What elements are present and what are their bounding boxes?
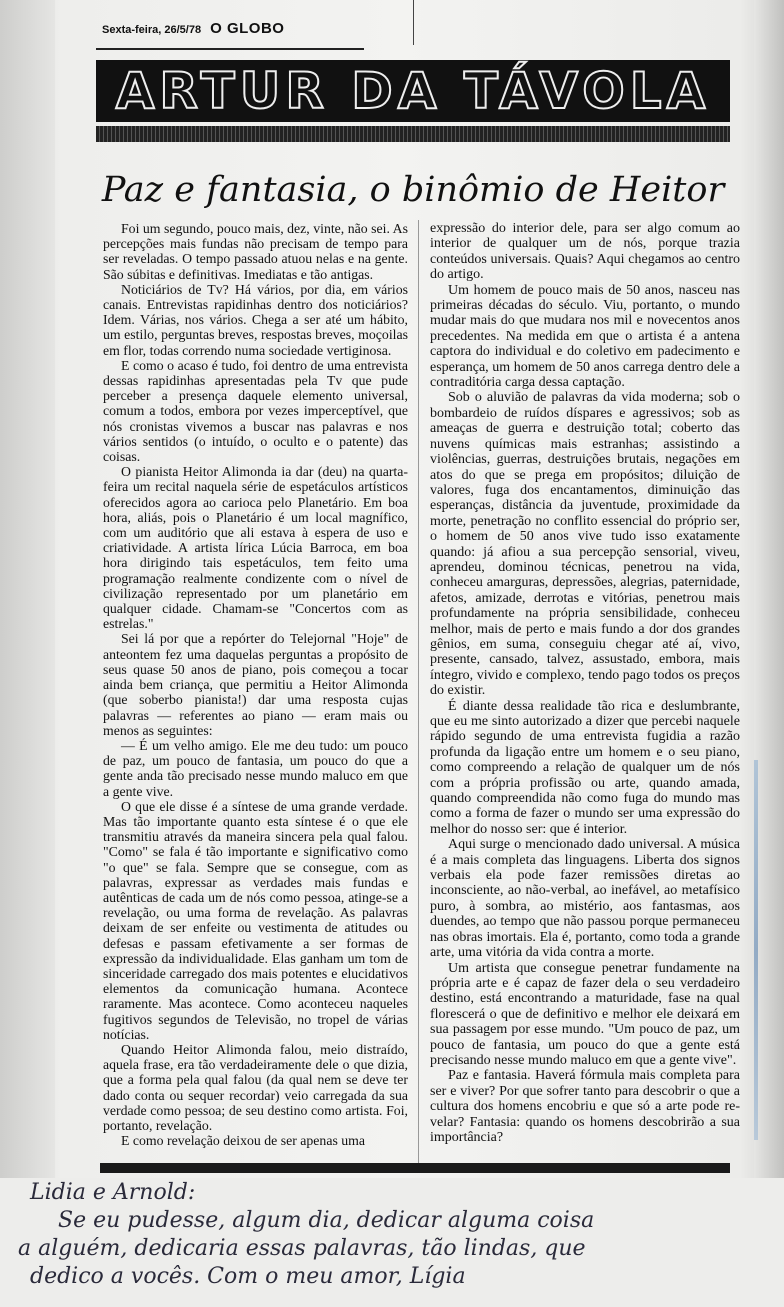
- paragraph: O pianista Heitor Alimonda ia dar (deu) na quarta-feira um recital naquela série de espetáculos artísticos oferecidos agora ao carioca pelo Planetário. Em boa hora, aliás, pois o Planetário é um local magnífico, com um auditório que ali estava à espera de uso e criatividade. A artista lírica Lúcia Barroca, em boa hora dirigindo tais espetáculos, tem feito uma programação realmente condizente com o nível de civilização representado por um planetário em qualquer cidade. Chamam-se "Concertos com as estrelas.": [103, 464, 408, 632]
- paragraph: Foi um segundo, pouco mais, dez, vinte, não sei. As percepções mais fundas não precisam de tempo para ser reveladas. O tempo passado atuou nelas e na gente. São súbitas e definitivas. Imediatas e tão antigas.: [103, 221, 408, 282]
- paragraph: — É um velho amigo. Ele me deu tudo: um pouco de paz, um pouco de fantasia, um pouco do que a gente anda tão precisado nesse mundo maluco em que a gente vive.: [103, 737, 408, 799]
- fold-line: [413, 0, 414, 45]
- paragraph: O que ele disse é a síntese de uma grande verdade. Mas tão importante quanto esta síntese é o que ele transmitiu através da maneira sincera pela qual falou. "Como" se fala é tão importante e significativo como "o que" se fala. Sempre que se consegue, com as palavras, expressar as verdades mais fundas e autênticas de cada um de nós como pessoa, atinge-se a revelação, ou uma forma de revelação. As palavras deixam de ser enfeite ou vestimenta de atitudes ou defesas e passam efetivamente a ser formas de expressão da individualidade. Elas ganham um tom de sinceridade carregado dos mais potentes e elucidativos elementos da comunicação humana. Acontece raramente. Mas acontece. Como aconteceu naqueles fugitivos segundos de Televisão, no tropel de várias notícias.: [103, 798, 408, 1042]
- handwritten-line: a alguém, dedicaria essas palavras, tão lindas, que: [18, 1236, 586, 1261]
- paragraph: expressão do interior dele, para ser algo comum ao interior de qualquer um de nós, porque trazia conteúdos universais. Quais? Aqui chegamos ao centro do artigo.: [430, 221, 740, 283]
- handwritten-line: dedico a vocês. Com o meu amor, Lígia: [30, 1264, 466, 1289]
- paragraph: Um artista que consegue penetrar fundamente na própria arte e é capaz de fazer dela o seu verdadeiro destino, está encontrando a maturidade, fase na qual florescerá o que de definitivo e melhor ele deixará em sua passagem por esse mundo. "Um pouco de paz, um pouco de fantasia, um pouco do que a gente está precisando nesse mundo maluco em que a gente vive".: [430, 960, 740, 1068]
- banner-stripe: [96, 126, 730, 142]
- paragraph: Quando Heitor Alimonda falou, meio distraído, aquela frase, era tão verdadeiramente dele o que dizia, que a forma pela qual falou (da qual nem se deve ter dado conta ou sequer recordar) veio carregada da sua verdade como pessoa; de seu destino como artista. Foi, portanto, revelação.: [103, 1041, 408, 1133]
- handwritten-line: Se eu pudesse, algum dia, dedicar alguma coisa: [58, 1208, 595, 1233]
- date-text: Sexta-feira, 26/5/78: [102, 24, 202, 36]
- bottom-rule: [100, 1163, 730, 1173]
- paragraph: Sob o aluvião de palavras da vida moderna; sob o bombardeio de ruídos díspares e agressivos; sob as ameaças de guerra e destruição total; coberto das nuvens químicas mais estranhas; assistindo a violências, guerras, destruições brutais, negações em atos do que se prega em propósitos; diluição de valores, fuga dos encantamentos, diminuição das esperanças, distância da juventude, proximidade da morte, penetração no conflito essencial do próprio ser, o homem de 50 anos vive tudo isso exatamente quando: já afiou a sua percepção sensorial, viveu, aprendeu, dominou técnicas, penetrou na vida, conheceu amarguras, depressões, alegrias, paternidade, afetos, amizade, derrotas e vitórias, penetrou mais profundamente na própria sensibilidade, conheceu melhor, mais de perto e mais fundo a dor dos grandes gênios, em suma, conseguiu chegar até aí, vivo, presente, cansado, talvez, assustado, embora, mais íntegro, vivido e complexo, tendo pago todos os preços do existir.: [430, 390, 740, 699]
- article-column-left: [103, 221, 408, 1148]
- paragraph: Um homem de pouco mais de 50 anos, nasceu nas primeiras décadas do século. Viu, portanto, o mundo mudar mais do que mudara nos mil e novecentos anos precedentes. Na medida em que o artista é a antena captora do individual e do coletivo em padecimento e esperança, um homem de 50 anos carrega dentro dele a contraditória carga dessa captação.: [430, 282, 740, 391]
- column-name: ARTUR DA TÁVOLA: [115, 62, 711, 120]
- ink-highlight-mark: [754, 760, 758, 1140]
- handwritten-line: Lidia e Arnold:: [30, 1180, 196, 1205]
- article-column-right: [430, 221, 740, 1145]
- paragraph: É diante dessa realidade tão rica e deslumbrante, que eu me sinto autorizado a dizer que percebi naquele rápido segundo de uma entrevista fugidia a razão profunda da ligação entre um homem e o seu piano, como compreendo a relação de qualquer um de nós com a própria profissão ou arte, quando amada, quando compreendida não como fuga do mundo mas como a forma de fazer o mundo ser uma expressão do melhor do nosso ser: que é interior.: [430, 698, 740, 837]
- column-banner: [96, 60, 730, 122]
- scan-shadow-right: [754, 0, 784, 1307]
- column-divider: [418, 220, 419, 1165]
- scan-shadow-left: [0, 0, 55, 1307]
- handwritten-dedication: [0, 1178, 784, 1307]
- paragraph: Aqui surge o mencionado dado universal. A música é a mais completa das linguagens. Liberta dos signos verbais ela pode fazer remissões diretas ao inconsciente, ao não-verbal, ao inefável, ao metafísico puro, à sombra, ao mistério, aos fantasmas, aos duendes, ao tempo que não passou porque permaneceu nas obras imortais. Ela é, portanto, como toda a grande arte, uma vitória da vida contra a morte.: [430, 837, 740, 961]
- paragraph: Paz e fantasia. Haverá fórmula mais completa para ser e viver? Por que sofrer tanto para descobrir o que a cultura dos homens encobriu e que só a arte pode re-velar? Fantasia: quando os homens descobrirão a sua importância?: [430, 1068, 740, 1145]
- paragraph: Sei lá por que a repórter do Telejornal "Hoje" de anteontem fez uma daquelas perguntas a propósito de seus quase 50 anos de piano, pois começou a tocar ainda bem criança, que permitiu a Heitor Alimonda (que soberbo pianista!) dar uma resposta cujas palavras — referentes ao piano — eram mais ou menos as seguintes:: [103, 631, 408, 738]
- article-headline: Paz e fantasia, o binômio de Heitor: [101, 170, 725, 210]
- top-rule: [96, 48, 364, 50]
- newspaper-name: O GLOBO: [210, 20, 285, 37]
- dateline: [102, 20, 284, 37]
- paragraph: E como revelação deixou de ser apenas uma: [121, 1133, 366, 1149]
- paragraph: E como o acaso é tudo, foi dentro de uma entrevista dessas rapidinhas apresentadas pela Tv que pude perceber a presença daquele elemento universal, comum a todos, embora por vezes imperceptível, que nós cronistas vivemos a buscar nas palavras e nos vários sentidos (o intuído, o oculto e o patente) das coisas.: [103, 357, 408, 465]
- paragraph: Noticiários de Tv? Há vários, por dia, em vários canais. Entrevistas rapidinhas dentro dos noticiários? Idem. Várias, nos vários. Chega a ser até um hábito, um estilo, perguntas breves, respostas breves, moçoilas em flor, todas correndo numa sociedade vertiginosa.: [103, 281, 408, 358]
